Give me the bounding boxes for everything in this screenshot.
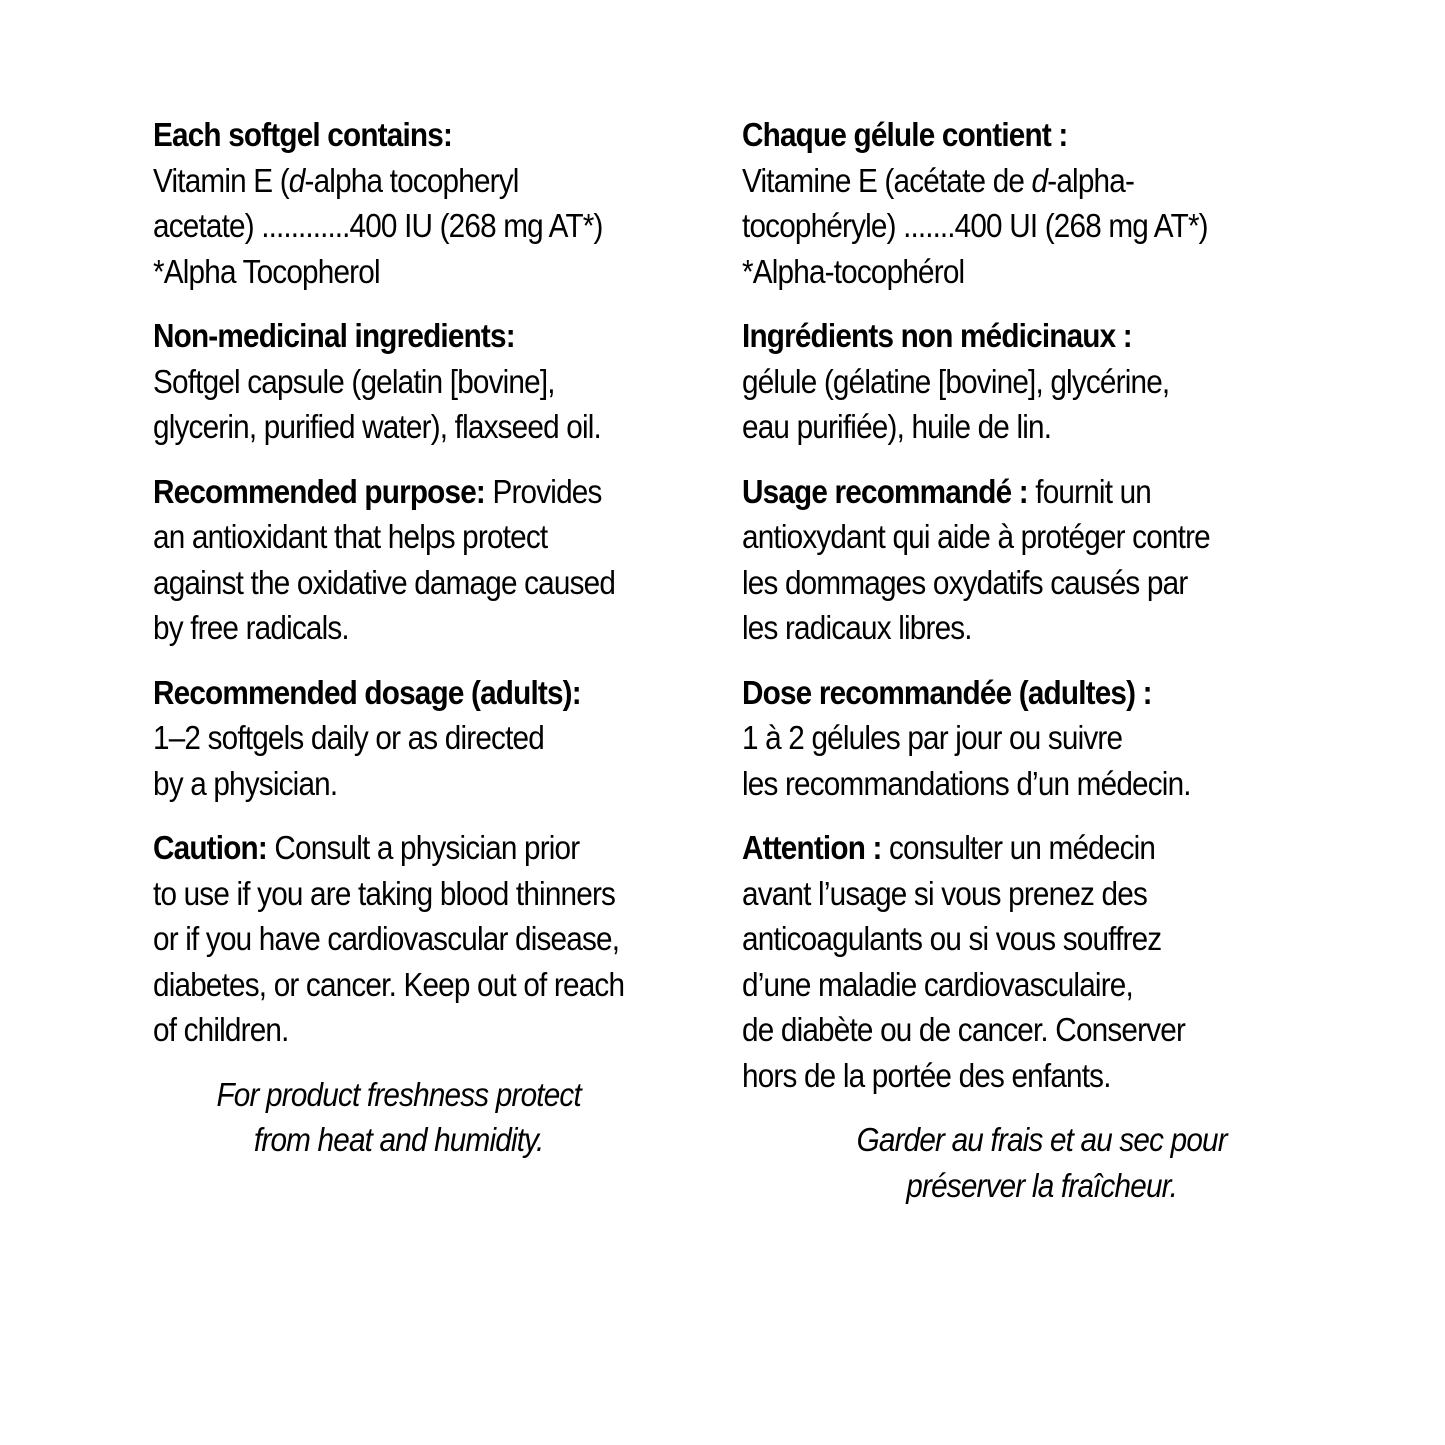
- vitamin-e-d-italic-en: d: [288, 161, 305, 199]
- non-medicinal-heading-fr: Ingrédients non médicinaux :: [742, 317, 1132, 354]
- vitamin-e-amount-fr: 400 UI (268 mg AT*): [954, 207, 1208, 244]
- caution-line-en: of children.: [153, 1011, 289, 1048]
- purpose-line-en: an antioxidant that helps protect: [153, 518, 548, 555]
- vitamin-e-amount-line-en: [153, 203, 729, 249]
- non-medicinal-heading-en: Non-medicinal ingredients:: [153, 317, 515, 354]
- purpose-line-fr: les dommages oxydatifs causés par: [742, 563, 1188, 601]
- non-medicinal-line-fr: eau purifiée), huile de lin.: [742, 408, 1052, 445]
- leader-dots-fr: .......: [903, 207, 955, 244]
- purpose-heading-fr: Usage recommandé :: [742, 472, 1028, 510]
- caution-first-line-fr: [742, 825, 1318, 871]
- caution-line-fr: de diabète ou de cancer. Conserver: [742, 1011, 1186, 1048]
- caution-section-en: [153, 825, 729, 1053]
- caution-heading-fr: Attention :: [742, 829, 882, 866]
- purpose-line-fr: antioxydant qui aide à protéger contre: [742, 518, 1210, 555]
- caution-line-en: to use if you are taking blood thinners: [153, 874, 616, 912]
- caution-line-fr: hors de la portée des enfants.: [742, 1056, 1111, 1094]
- dosage-section-en: [153, 670, 729, 807]
- purpose-first-text-fr: fournit un: [1027, 472, 1152, 510]
- caution-line-en: or if you have cardiovascular disease,: [153, 920, 620, 957]
- vitamin-e-suffix-fr: -alpha-: [1047, 161, 1135, 199]
- dosage-line-fr: 1 à 2 gélules par jour ou suivre: [742, 719, 1123, 756]
- contents-section-en: [153, 112, 729, 294]
- storage-note-line-en: from heat and humidity.: [253, 1121, 544, 1158]
- caution-line-fr: anticoagulants ou si vous souffrez: [742, 920, 1162, 957]
- contents-heading-en: Each softgel contains:: [153, 116, 453, 153]
- non-medicinal-line-en: glycerin, purified water), flaxseed oil.: [153, 408, 601, 445]
- tocopheryle-label-fr: tocophéryle): [742, 207, 904, 244]
- vitamin-e-amount-en: 400 IU (268 mg AT*): [349, 207, 603, 244]
- vitamin-e-line-en: [153, 158, 729, 204]
- purpose-section-fr: [742, 469, 1318, 651]
- contents-heading-fr: Chaque gélule contient :: [742, 116, 1068, 153]
- storage-note-line-en: For product freshness protect: [216, 1075, 581, 1113]
- purpose-line-en: by free radicals.: [153, 609, 349, 646]
- purpose-first-line-en: [153, 469, 729, 515]
- non-medicinal-section-fr: [742, 313, 1318, 450]
- non-medicinal-section-en: [153, 313, 729, 450]
- caution-first-line-en: [153, 825, 729, 871]
- vitamin-e-suffix-en: -alpha tocopheryl: [304, 161, 519, 199]
- caution-first-text-en: Consult a physician prior: [266, 829, 580, 866]
- caution-first-text-fr: consulter un médecin: [881, 829, 1156, 866]
- storage-note-fr: [796, 1117, 1287, 1208]
- caution-line-fr: avant l’usage si vous prenez des: [742, 874, 1147, 912]
- caution-heading-en: Caution:: [153, 829, 267, 866]
- caution-line-fr: d’une maladie cardiovasculaire,: [742, 965, 1133, 1003]
- leader-dots-en: ............: [261, 207, 350, 244]
- english-column: [153, 112, 729, 1163]
- french-column: [742, 112, 1318, 1208]
- storage-note-line-fr: préserver la fraîcheur.: [906, 1166, 1178, 1204]
- purpose-line-en: against the oxidative damage caused: [153, 563, 616, 601]
- dosage-heading-en: Recommended dosage (adults):: [153, 673, 581, 711]
- purpose-first-line-fr: [742, 469, 1318, 515]
- storage-note-line-fr: Garder au frais et au sec pour: [856, 1121, 1227, 1158]
- purpose-section-en: [153, 469, 729, 651]
- storage-note-en: [153, 1072, 644, 1163]
- vitamin-e-line-fr: [742, 158, 1318, 204]
- purpose-line-fr: les radicaux libres.: [742, 609, 972, 646]
- caution-section-fr: [742, 825, 1318, 1098]
- dosage-line-en: by a physician.: [153, 764, 338, 802]
- footnote-en: *Alpha Tocopherol: [153, 252, 380, 290]
- purpose-heading-en: Recommended purpose:: [153, 472, 486, 510]
- dosage-line-fr: les recommandations d’un médecin.: [742, 764, 1191, 802]
- non-medicinal-line-fr: gélule (gélatine [bovine], glycérine,: [742, 362, 1170, 400]
- dosage-section-fr: [742, 670, 1318, 807]
- vitamin-e-amount-line-fr: [742, 203, 1318, 249]
- vitamin-e-prefix-fr: Vitamine E (acétate de: [742, 161, 1032, 199]
- vitamin-e-prefix-en: Vitamin E (: [153, 161, 289, 199]
- dosage-heading-fr: Dose recommandée (adultes) :: [742, 673, 1152, 711]
- non-medicinal-line-en: Softgel capsule (gelatin [bovine],: [153, 362, 555, 400]
- contents-section-fr: [742, 112, 1318, 294]
- caution-line-en: diabetes, or cancer. Keep out of reach: [153, 965, 625, 1003]
- dosage-line-en: 1–2 softgels daily or as directed: [153, 719, 544, 756]
- purpose-first-text-en: Provides: [485, 472, 602, 510]
- vitamin-e-d-italic-fr: d: [1031, 161, 1048, 199]
- acetate-label-en: acetate): [153, 207, 262, 244]
- footnote-fr: *Alpha-tocophérol: [742, 252, 965, 290]
